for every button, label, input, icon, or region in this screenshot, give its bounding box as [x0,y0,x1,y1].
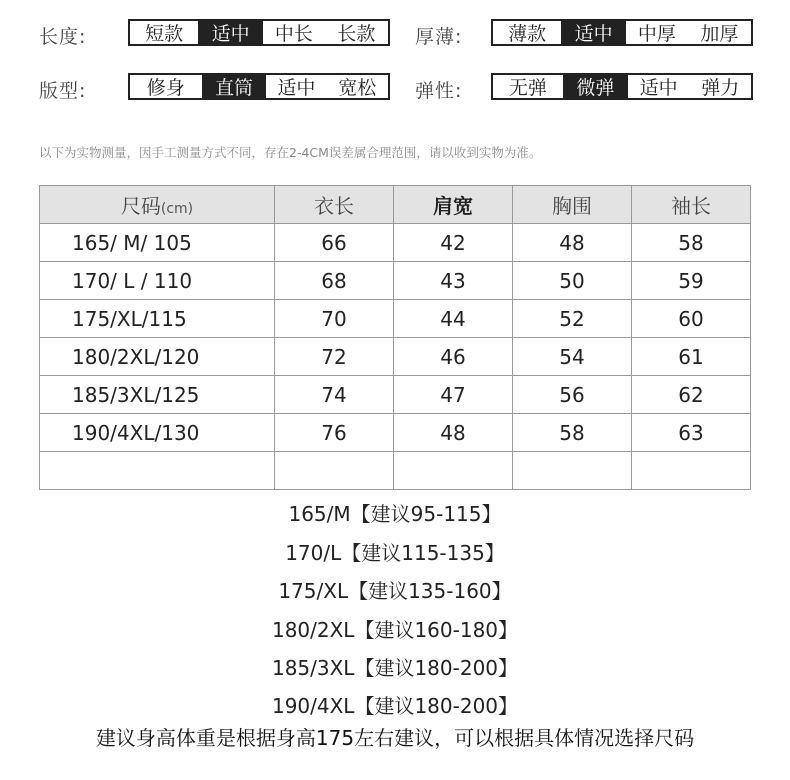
table-row [40,262,751,300]
cell-length: 66 [275,224,394,262]
cell-chest: 54 [513,338,632,376]
cell-length: 74 [275,376,394,414]
header-chest: 胸围 [513,186,632,224]
table-row [40,376,751,414]
thickness-label: 厚薄: [415,26,463,48]
cell-length: 72 [275,338,394,376]
cell-shoulder: 44 [394,300,513,338]
elasticity-option-medium: 适中 [639,77,678,99]
length-option-short: 短款 [145,23,184,45]
elasticity-option-none: 无弹 [508,77,547,99]
fit-label: 版型: [39,80,87,102]
cell-sleeve: 62 [632,376,751,414]
cell-size [40,452,275,490]
fit-option-straight: 直筒 [202,75,267,98]
thickness-option-thick: 加厚 [700,23,739,45]
cell-shoulder [394,452,513,490]
cell-size: 175/XL/115 [40,300,275,338]
cell-sleeve [632,452,751,490]
cell-size: 165/ M/ 105 [40,224,275,262]
measurement-note: 以下为实物测量，因手工测量方式不同，存在2-4CM误差属合理范围，请以收到实物为准。 [39,145,542,160]
table-row-empty [40,452,751,490]
cell-size: 185/3XL/125 [40,376,275,414]
cell-chest [513,452,632,490]
header-size-label: 尺码 [120,194,161,218]
size-table [39,185,751,490]
cell-length [275,452,394,490]
table-row [40,414,751,452]
recommendation-line: 190/4XL【建议180-200】 [271,694,519,718]
recommendation-line: 175/XL【建议135-160】 [278,579,512,603]
elasticity-option-slight: 微弹 [563,75,628,98]
cell-shoulder: 47 [394,376,513,414]
cell-shoulder: 43 [394,262,513,300]
table-row [40,300,751,338]
length-selector [128,19,390,46]
cell-size: 170/ L / 110 [40,262,275,300]
cell-size: 180/2XL/120 [40,338,275,376]
length-option-medium: 适中 [198,21,263,44]
cell-chest: 48 [513,224,632,262]
thickness-option-thin: 薄款 [508,23,547,45]
recommendation-line: 170/L【建议115-135】 [285,541,505,565]
header-size-unit: (cm) [160,201,194,217]
cell-sleeve: 61 [632,338,751,376]
cell-chest: 58 [513,414,632,452]
cell-sleeve: 58 [632,224,751,262]
length-label: 长度: [39,26,87,48]
length-option-mid-long: 中长 [274,23,313,45]
thickness-selector [491,19,753,46]
header-sleeve: 袖长 [632,186,751,224]
cell-sleeve: 60 [632,300,751,338]
footer-advice: 建议身高体重是根据身高175左右建议，可以根据具体情况选择尺码 [95,726,695,750]
fit-option-loose: 宽松 [338,77,377,99]
cell-length: 68 [275,262,394,300]
recommendation-line: 165/M【建议95-115】 [288,502,502,526]
cell-shoulder: 48 [394,414,513,452]
fit-option-regular: 适中 [277,77,316,99]
cell-length: 70 [275,300,394,338]
cell-chest: 56 [513,376,632,414]
cell-sleeve: 59 [632,262,751,300]
fit-selector [128,73,390,100]
header-size [40,186,275,224]
header-shoulder: 肩宽 [394,186,513,224]
table-row [40,224,751,262]
recommendation-line: 185/3XL【建议180-200】 [271,656,519,680]
thickness-option-mid-thick: 中厚 [637,23,676,45]
cell-chest: 50 [513,262,632,300]
cell-size: 190/4XL/130 [40,414,275,452]
thickness-option-medium: 适中 [561,21,626,44]
cell-length: 76 [275,414,394,452]
table-header-row [40,186,751,224]
header-length: 衣长 [275,186,394,224]
table-row [40,338,751,376]
elasticity-selector [491,73,753,100]
cell-shoulder: 46 [394,338,513,376]
cell-chest: 52 [513,300,632,338]
cell-sleeve: 63 [632,414,751,452]
fit-option-slim: 修身 [146,77,185,99]
length-option-long: 长款 [337,23,376,45]
elasticity-label: 弹性: [415,80,463,102]
recommendation-line: 180/2XL【建议160-180】 [271,618,519,642]
cell-shoulder: 42 [394,224,513,262]
elasticity-option-stretch: 弹力 [701,77,740,99]
